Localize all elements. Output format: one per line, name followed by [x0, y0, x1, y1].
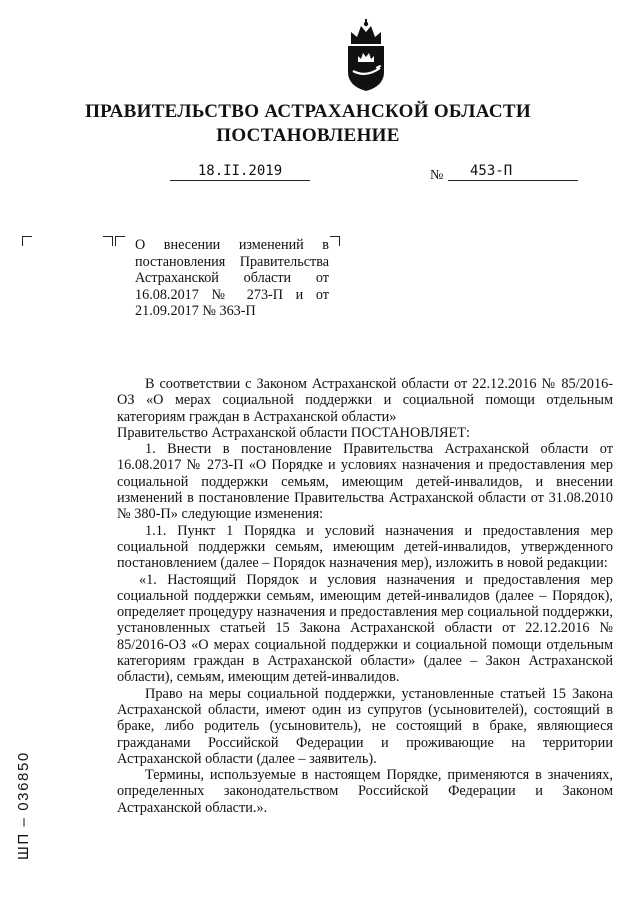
- serial-number-stamp: ШП – 036850: [15, 751, 32, 860]
- document-date: 18.II.2019: [170, 163, 310, 181]
- organization-name: ПРАВИТЕЛЬСТВО АСТРАХАНСКОЙ ОБЛАСТИ: [85, 101, 531, 122]
- body-paragraph: Правительство Астраханской области ПОСТАНОВЛЯЕТ:: [117, 424, 470, 441]
- corner-mark: [115, 236, 125, 246]
- number-sign: №: [430, 168, 444, 183]
- corner-mark: [22, 236, 32, 246]
- coat-of-arms-emblem: [341, 18, 391, 92]
- document-subject: О внесении изменений в постановления Правительства Астраханской области от 16.08.2017 № 273-П и от 21.09.2017 № 363-П: [135, 237, 329, 319]
- corner-mark: [330, 236, 340, 246]
- document-type: ПОСТАНОВЛЕНИЕ: [216, 125, 400, 146]
- body-paragraph: 1. Внести в постановление Правительства Астраханской области от 16.08.2017 № 273-П «О Порядке и условиях назначения и предоставления мер социальной поддержки семьям, имеющим детей-инвалидов, и внесении изменений в постановление Правительства Астраханской области от 31.08.2010 № 380-П» следующие изменения:: [117, 441, 613, 523]
- document-body: [117, 376, 613, 816]
- body-paragraph: Термины, используемые в настоящем Порядке, применяются в значениях, определенных законодательством Российской Федерации и Законом Астраханской области.».: [117, 767, 613, 816]
- body-paragraph: 1.1. Пункт 1 Порядка и условий назначения и предоставления мер социальной поддержки семьям, имеющим детей-инвалидов, утвержденного постановлением (далее – Порядок назначения мер), изложить в новой редакции:: [117, 522, 613, 572]
- body-paragraph: «1. Настоящий Порядок и условия назначения и предоставления мер социальной поддержки семьям, имеющим детей-инвалидов (далее – Порядок), определяет процедуру назначения и предоставления мер социальной поддержки, установленных статьей 15 Закона Астраханской области от 22.12.2016 № 85/2016-ОЗ «О мерах социальной поддержки и социальной помощи отдельным категориям граждан в Астраханской области» (далее – Закон Астраханской области), семьям, имеющим детей-инвалидов.: [117, 571, 613, 686]
- body-paragraph: Право на меры социальной поддержки, установленные статьей 15 Закона Астраханской области, имеют один из супругов (усыновителей), состоящий в браке, либо родитель (усыновитель), не состоящий в браке, являющиеся гражданами Российской Федерации и проживающие на территории Астраханской области (далее – заявитель).: [117, 685, 613, 767]
- body-paragraph: В соответствии с Законом Астраханской области от 22.12.2016 № 85/2016-ОЗ «О мерах социальной поддержки и социальной помощи отдельным категориям граждан в Астраханской области»: [117, 376, 613, 425]
- document-number: 453-П: [448, 163, 578, 181]
- corner-mark: [103, 236, 113, 246]
